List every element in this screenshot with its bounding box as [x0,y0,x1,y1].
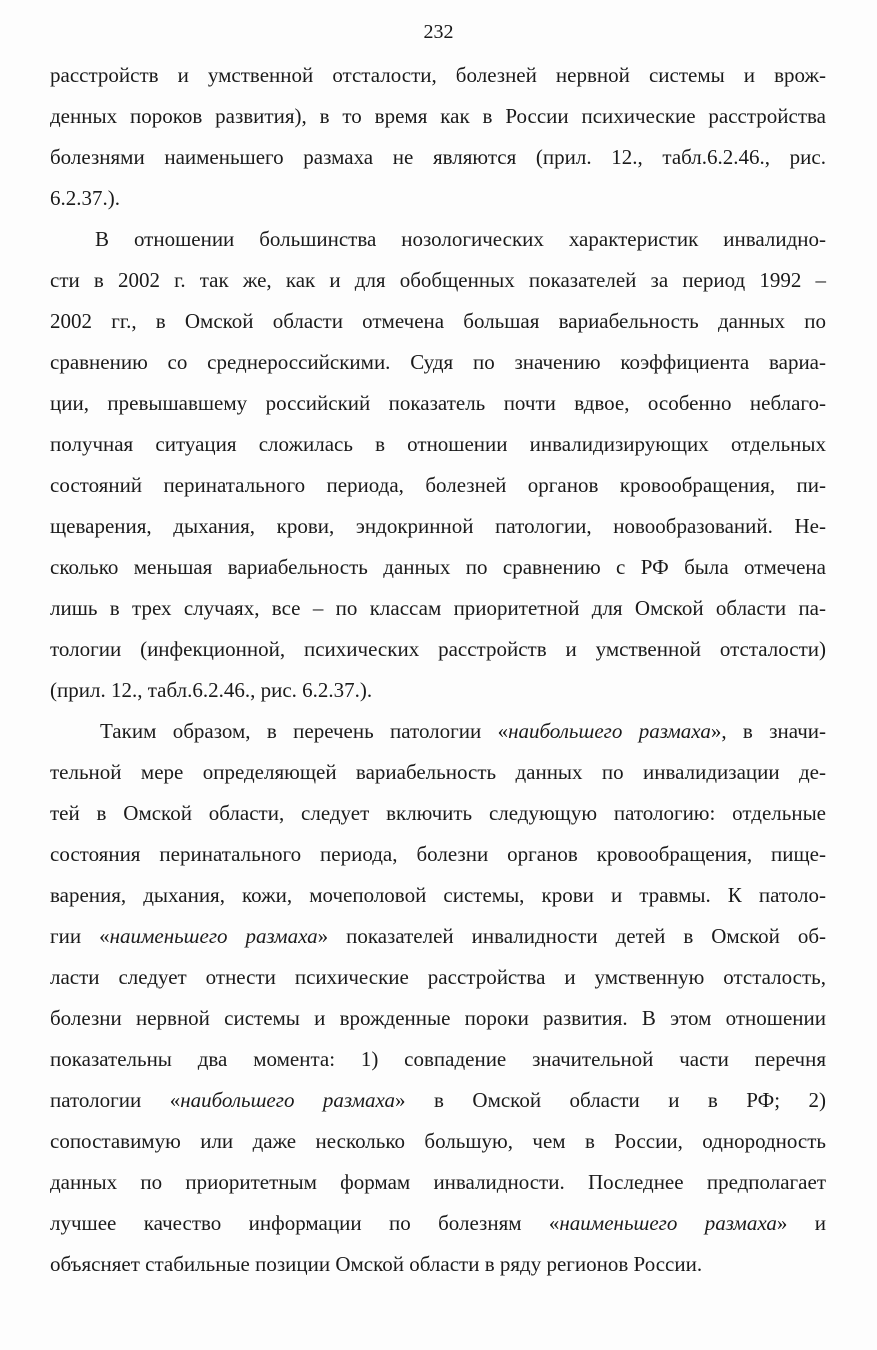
text-line: ции, превышавшему российский показатель почти вдвое, особенно неблаго- [50,391,826,415]
text-line: объясняет стабильные позиции Омской области в ряду регионов России. [50,1252,703,1276]
text-line: тельной мере определяющей вариабельность данных по инвалидизации де- [50,760,826,784]
text-line: (прил. 12., табл.6.2.46., рис. 6.2.37.). [50,678,373,702]
text-line: лучшее качество информации по болезням «наименьшего размаха» и [50,1211,826,1235]
text-line: сти в 2002 г. так же, как и для обобщенных показателей за период 1992 – [50,268,826,292]
text-line: В отношении большинства нозологических характеристик инвалидно- [95,227,826,251]
text-line: сколько меньшая вариабельность данных по сравнению с РФ была отмечена [50,555,826,579]
text-line: тологии (инфекционной, психических расстройств и умственной отсталости) [50,637,826,661]
text-line: данных по приоритетным формам инвалидности. Последнее предполагает [50,1170,826,1194]
text-line: денных пороков развития), в то время как в России психические расстройства [50,104,826,128]
text-line: Таким образом, в перечень патологии «наибольшего размаха», в значи- [100,719,826,743]
text-line: патологии «наибольшего размаха» в Омской области и в РФ; 2) [50,1088,827,1112]
text-line: болезни нервной системы и врожденные пороки развития. В этом отношении [50,1006,826,1030]
text-line: сопоставимую или даже несколько большую, чем в России, однородность [50,1129,826,1153]
text-line: щеварения, дыхания, крови, эндокринной патологии, новообразований. Не- [50,514,826,538]
text-line: ласти следует отнести психические расстройства и умственную отсталость, [50,965,826,989]
text-line: гии «наименьшего размаха» показателей инвалидности детей в Омской об- [50,924,826,948]
text-line: расстройств и умственной отсталости, болезней нервной системы и врож- [50,63,826,87]
text-line: тей в Омской области, следует включить следующую патологию: отдельные [50,801,826,825]
text-line: сравнению со среднероссийскими. Судя по значению коэффициента вариа- [50,350,826,374]
text-line: получная ситуация сложилась в отношении инвалидизирующих отдельных [50,432,826,456]
text-line: лишь в трех случаях, все – по классам приоритетной для Омской области па- [50,596,826,620]
text-line: показательны два момента: 1) совпадение значительной части перечня [50,1047,826,1071]
page-number: 232 [423,21,454,43]
text-line: состояний перинатального периода, болезней органов кровообращения, пи- [50,473,826,497]
text-line: болезнями наименьшего размаха не являются (прил. 12., табл.6.2.46., рис. [50,145,826,169]
text-line: состояния перинатального периода, болезни органов кровообращения, пище- [50,842,826,866]
text-line: 6.2.37.). [50,186,120,210]
text-line: варения, дыхания, кожи, мочеполовой системы, крови и травмы. К патоло- [50,883,826,907]
text-line: 2002 гг., в Омской области отмечена большая вариабельность данных по [50,309,826,333]
